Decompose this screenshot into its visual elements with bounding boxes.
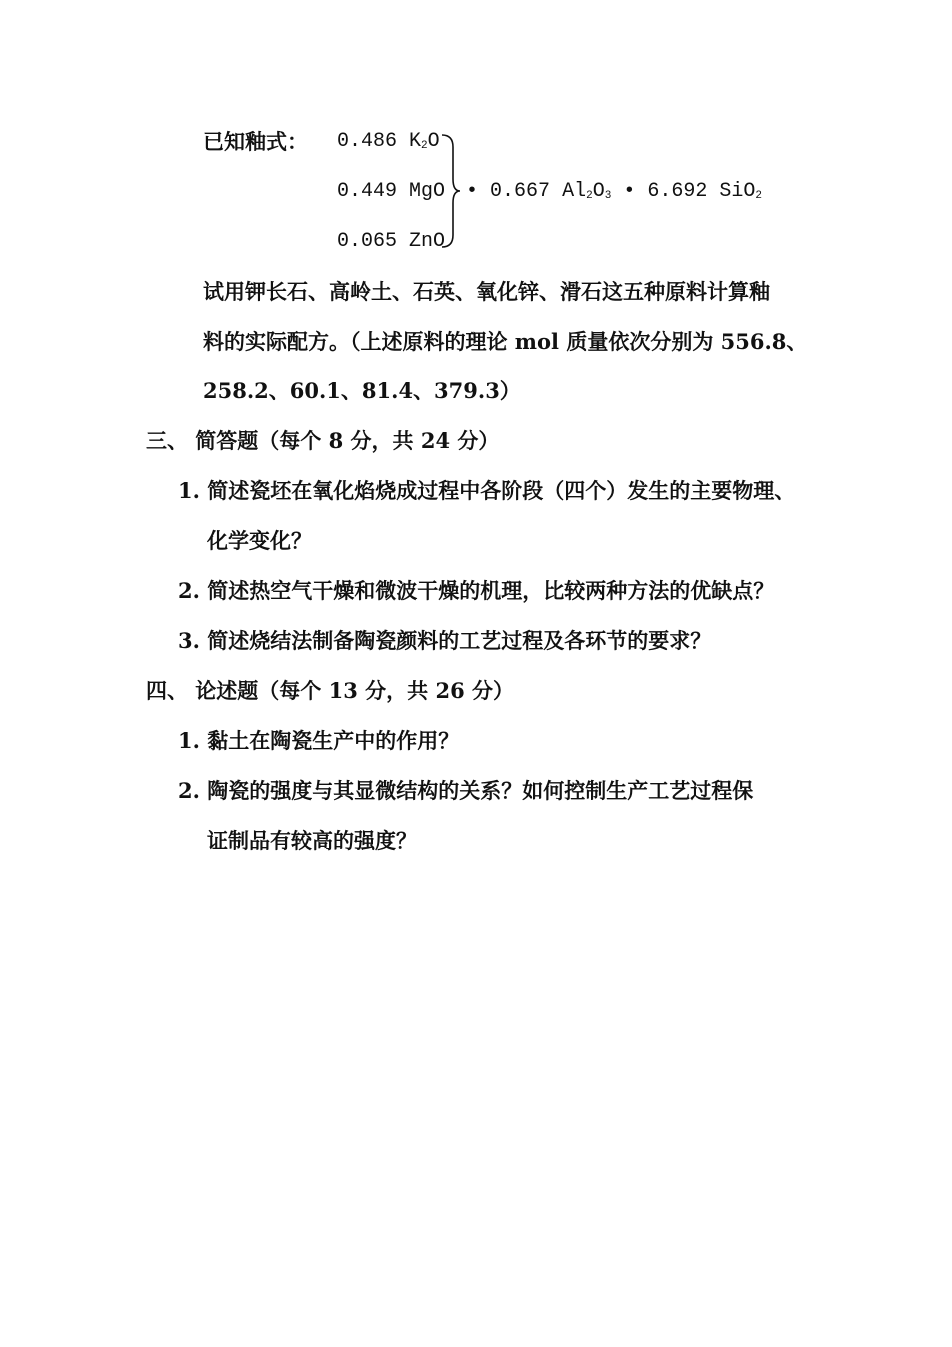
al-text: Al <box>562 180 587 203</box>
problem-line-3: 258.2、60.1、81.4、379.3） <box>203 378 521 403</box>
dot: • <box>466 180 479 203</box>
sio2 <box>719 180 762 203</box>
oxide-sub: 2 <box>421 140 428 152</box>
section-4-q1: 1. 黏土在陶瓷生产中的作用？ <box>178 728 460 753</box>
glaze-row-k2o <box>337 128 440 160</box>
section-3-q3: 3. 简述烧结法制备陶瓷颜料的工艺过程及各环节的要求？ <box>178 628 712 653</box>
glaze-row-zno <box>337 228 445 256</box>
oxide-tail: O <box>427 130 440 153</box>
glaze-row-mgo <box>337 178 445 206</box>
coef: 0.486 <box>337 130 398 153</box>
dot: • <box>623 180 636 203</box>
coef: 0.065 <box>337 230 398 253</box>
glaze-label: 已知釉式： <box>203 129 308 154</box>
al-sub: 2 <box>586 190 593 202</box>
glaze-right-side <box>466 178 762 210</box>
o-sub: 3 <box>604 190 612 202</box>
problem-line-1: 试用钾长石、高岭土、石英、氧化锌、滑石这五种原料计算釉 <box>203 279 770 304</box>
coef: 0.449 <box>337 180 398 203</box>
section-4-q2-line-2: 证制品有较高的强度？ <box>207 828 417 853</box>
section-4-q2-line-1: 2. 陶瓷的强度与其显微结构的关系？如何控制生产工艺过程保 <box>178 778 754 803</box>
si-text: SiO <box>719 180 756 203</box>
section-4-heading: 四、 论述题（每个 13 分，共 26 分） <box>146 678 515 703</box>
al2o3 <box>562 180 611 203</box>
right-brace-icon <box>440 133 462 249</box>
section-3-q2: 2. 简述热空气干燥和微波干燥的机理，比较两种方法的优缺点？ <box>178 578 775 603</box>
oxide: ZnO <box>409 230 446 253</box>
section-3-q1-line-1: 1. 简述瓷坯在氧化焰烧成过程中各阶段（四个）发生的主要物理、 <box>178 478 796 503</box>
section-3-heading: 三、 简答题（每个 8 分，共 24 分） <box>146 428 500 453</box>
problem-line-2: 料的实际配方。（上述原料的理论 mol 质量依次分别为 556.8、 <box>203 329 808 354</box>
si-sub: 2 <box>755 190 763 202</box>
sio2-coef: 6.692 <box>647 180 708 203</box>
oxide: K <box>409 130 422 153</box>
al2o3-coef: 0.667 <box>490 180 551 203</box>
o-text: O <box>592 180 605 203</box>
section-3-q1-line-2: 化学变化？ <box>207 528 312 553</box>
oxide: MgO <box>409 180 446 203</box>
